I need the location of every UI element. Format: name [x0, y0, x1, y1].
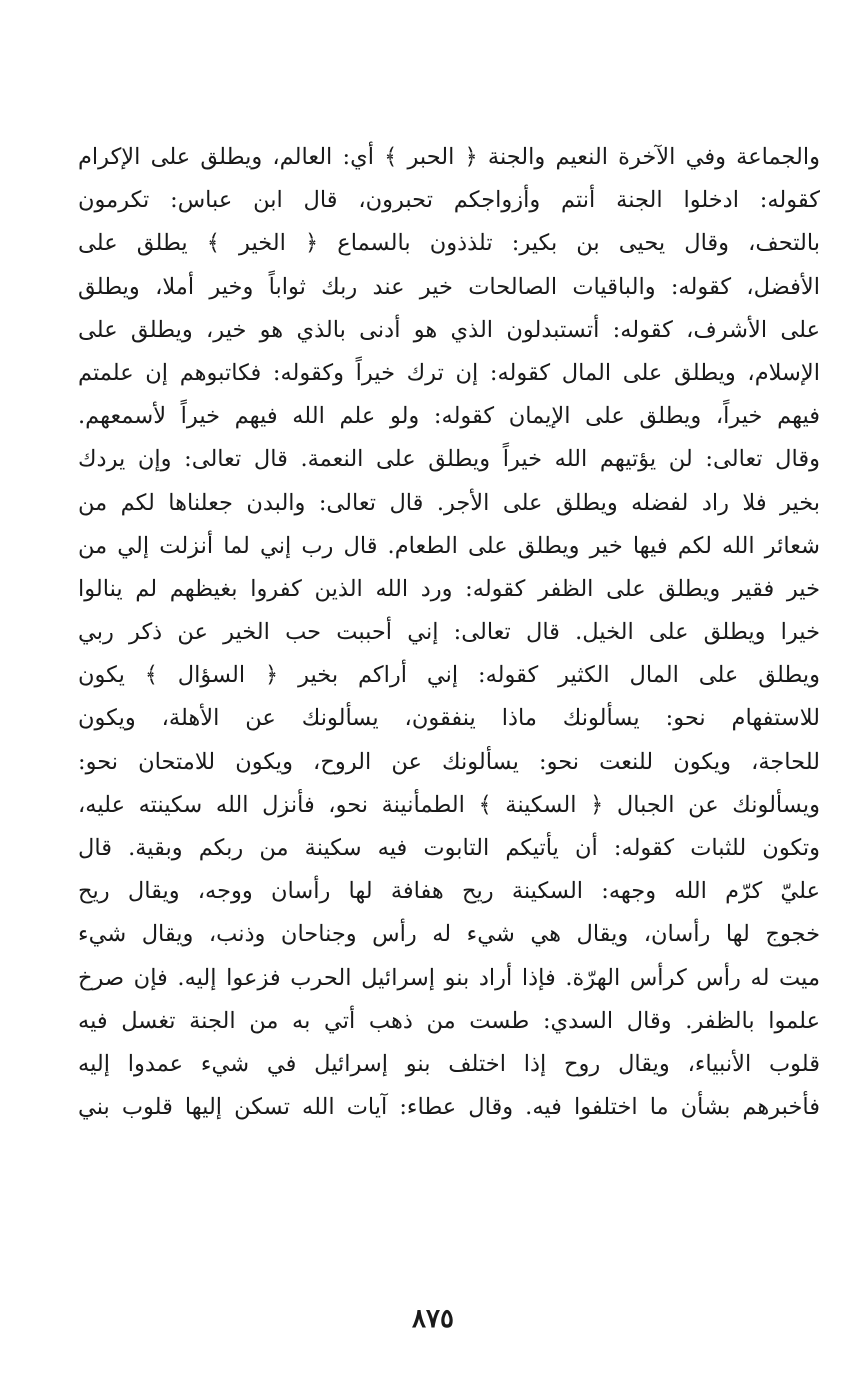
- text-line-18: عليّ كرّم الله وجهه: السكينة ريح هفافة لها رأسان ووجه، ويقال ريح: [78, 878, 820, 905]
- text-line-1: والجماعة وفي الآخرة النعيم والجنة ﴿ الحبر ﴾ أي: العالم، ويطلق على الإكرام: [78, 144, 820, 170]
- text-line-23: فأخبرهم بشأن ما اختلفوا فيه. وقال عطاء: آيات الله تسكن إليها قلوب بني: [78, 1094, 820, 1121]
- text-line-6: الإسلام، ويطلق على المال كقوله: إن ترك خيراً وكقوله: فكاتبوهم إن علمتم: [78, 359, 820, 386]
- text-line-2: كقوله: ادخلوا الجنة أنتم وأزواجكم تحبرون، قال ابن عباس: تكرمون: [78, 187, 820, 214]
- text-line-20: ميت له رأس كرأس الهرّة. فإذا أراد بنو إسرائيل الحرب فزعوا إليه. فإن صرخ: [78, 964, 820, 991]
- text-line-9: بخير فلا راد لفضله ويطلق على الأجر. قال تعالى: والبدن جعلناها لكم من: [78, 489, 820, 516]
- text-line-15: للحاجة، ويكون للنعت نحو: يسألونك عن الروح، ويكون للامتحان نحو:: [78, 748, 820, 775]
- text-line-8: وقال تعالى: لن يؤتيهم الله خيراً ويطلق على النعمة. قال تعالى: وإن يردك: [78, 446, 820, 473]
- text-line-11: خير فقير ويطلق على الظفر كقوله: ورد الله الذين كفروا بغيظهم لم ينالوا: [78, 575, 820, 602]
- text-line-21: علموا بالظفر. وقال السدي: طست من ذهب أتي به من الجنة تغسل فيه: [78, 1007, 820, 1034]
- text-line-7: فيهم خيراً، ويطلق على الإيمان كقوله: ولو علم الله فيهم خيراً لأسمعهم.: [78, 403, 820, 430]
- text-line-13: ويطلق على المال الكثير كقوله: إني أراكم بخير ﴿ السؤال ﴾ يكون: [78, 662, 820, 689]
- page-number: ٨٧٥: [412, 1304, 454, 1334]
- text-line-10: شعائر الله لكم فيها خير ويطلق على الطعام. قال رب إني لما أنزلت إلي من: [78, 532, 820, 559]
- text-line-5: على الأشرف، كقوله: أتستبدلون الذي هو أدنى بالذي هو خير، ويطلق على: [78, 316, 820, 343]
- text-line-16: ويسألونك عن الجبال ﴿ السكينة ﴾ الطمأنينة نحو، فأنزل الله سكينته عليه،: [78, 791, 820, 818]
- text-line-4: الأفضل، كقوله: والباقيات الصالحات خير عند ربك ثواباً وخير أملا، ويطلق: [78, 273, 820, 300]
- text-line-3: بالتحف، وقال يحيى بن بكير: تلذذون بالسماع ﴿ الخير ﴾ يطلق على: [78, 230, 820, 257]
- body-text: [78, 136, 820, 1129]
- text-line-22: قلوب الأنبياء، ويقال روح إذا اختلف بنو إسرائيل في شيء عمدوا إليه: [78, 1050, 820, 1077]
- text-line-19: خجوج لها رأسان، ويقال هي شيء له رأس وجناحان وذنب، ويقال شيء: [78, 921, 820, 948]
- text-line-14: للاستفهام نحو: يسألونك ماذا ينفقون، يسألونك عن الأهلة، ويكون: [78, 705, 820, 732]
- text-line-17: وتكون للثبات كقوله: أن يأتيكم التابوت فيه سكينة من ربكم وبقية. قال: [78, 835, 820, 861]
- text-line-12: خيرا ويطلق على الخيل. قال تعالى: إني أحببت حب الخير عن ذكر ربي: [78, 619, 820, 646]
